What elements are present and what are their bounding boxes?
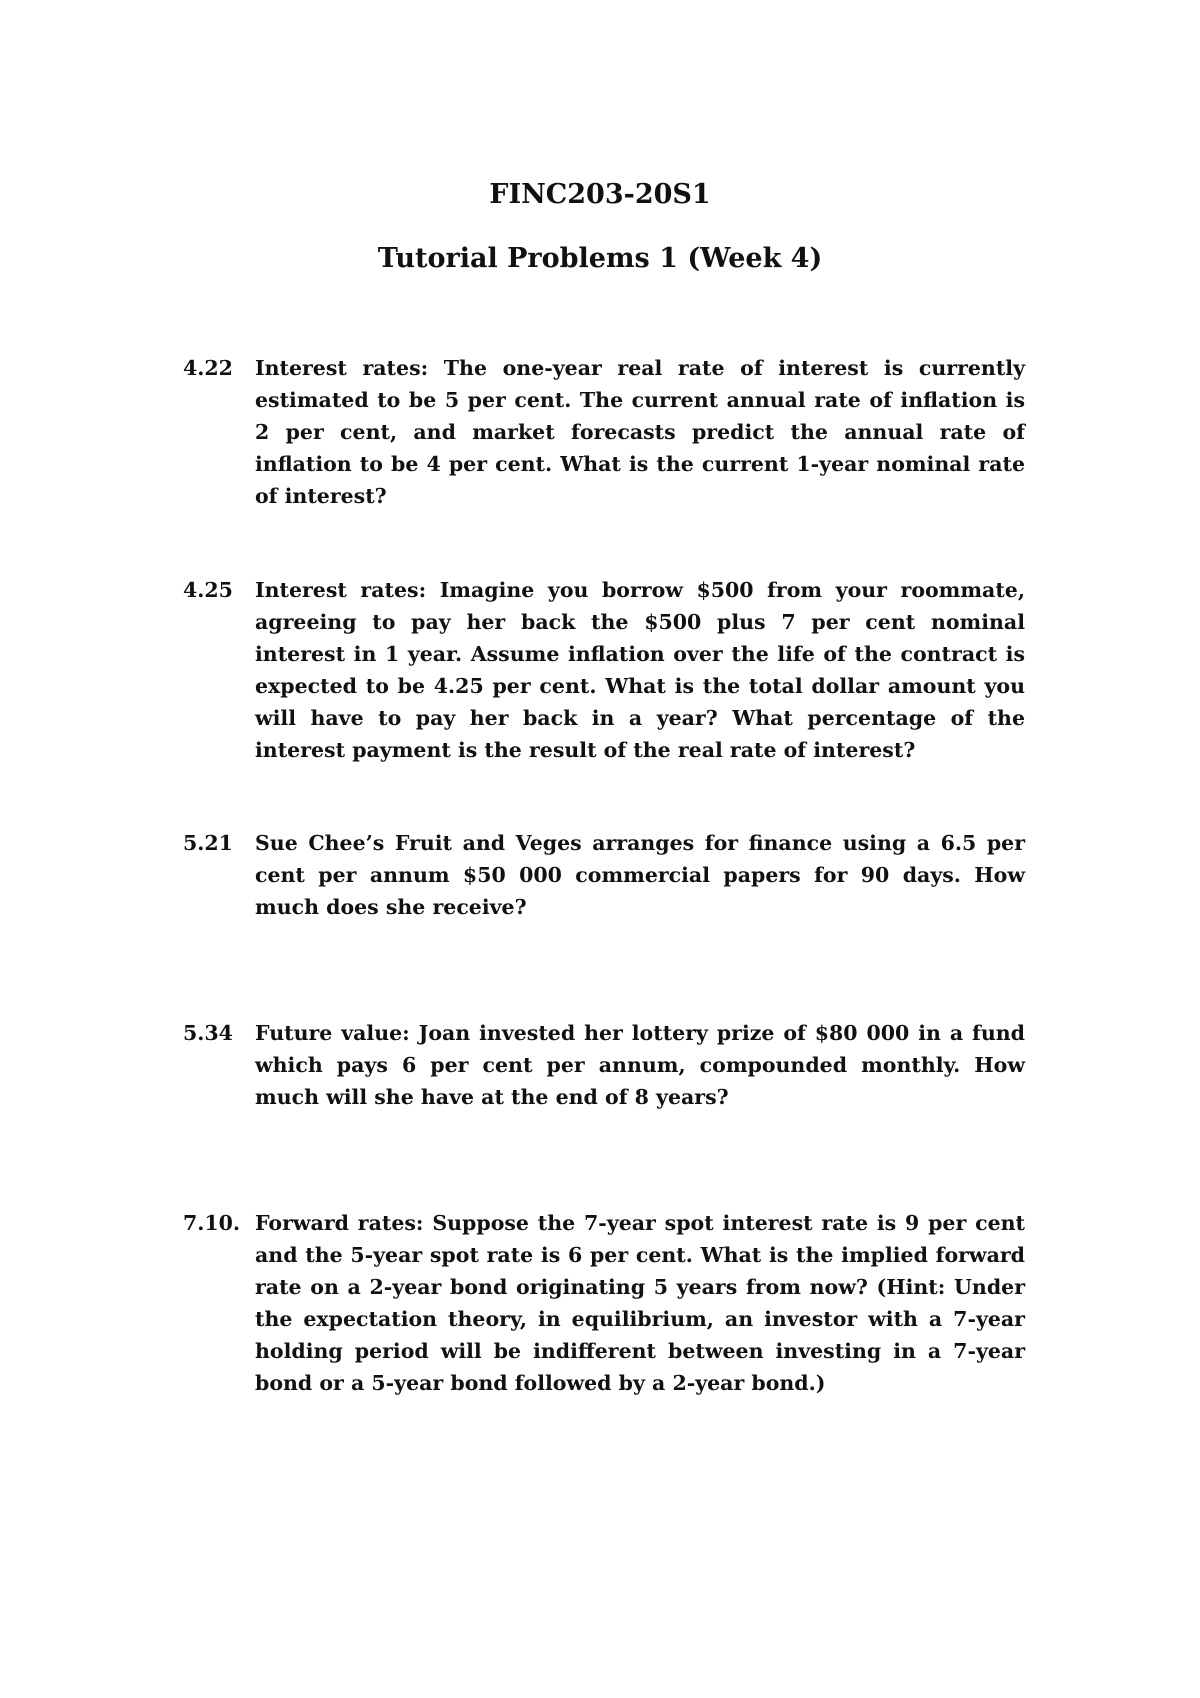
problem-number: 4.25 xyxy=(183,578,233,602)
problem-text: Sue Chee’s Fruit and Veges arranges for finance using a 6.5 per cent per annum $50 000 commercial papers for 90 days. How much does she receive? xyxy=(255,831,1025,919)
problem-item xyxy=(183,1017,1025,1113)
problem-item xyxy=(183,352,1025,512)
problem-text: Future value: Joan invested her lottery prize of $80 000 in a fund which pays 6 per cent per annum, compounded monthly. How much will she have at the end of 8 years? xyxy=(255,1021,1025,1109)
problem-number: 5.34 xyxy=(183,1021,233,1045)
course-code: FINC203-20S1 xyxy=(489,179,711,210)
problem-text: Interest rates: Imagine you borrow $500 from your roommate, agreeing to pay her back the $500 plus 7 per cent nominal interest in 1 year. Assume inflation over the life of the contract is expected to be 4.25 per cent. What is the total dollar amount you will have to pay her back in a year? What percentage of the interest payment is the result of the real rate of interest? xyxy=(255,578,1025,762)
problem-number: 4.22 xyxy=(183,356,233,380)
problem-text: Forward rates: Suppose the 7-year spot interest rate is 9 per cent and the 5-year spot rate is 6 per cent. What is the implied forward rate on a 2-year bond originating 5 years from now? (Hint: Under the expectation theory, in equilibrium, an investor with a 7-year holding period will be indifferent between investing in a 7-year bond or a 5-year bond followed by a 2-year bond.) xyxy=(255,1211,1025,1395)
problem-number: 5.21 xyxy=(183,831,233,855)
page-title: Tutorial Problems 1 (Week 4) xyxy=(377,243,823,274)
problem-item xyxy=(183,827,1025,923)
problem-text: Interest rates: The one-year real rate of interest is currently estimated to be 5 per cent. The current annual rate of inflation is 2 per cent, and market forecasts predict the annual rate of inflation to be 4 per cent. What is the current 1-year nominal rate of interest? xyxy=(255,356,1025,508)
problem-number: 7.10. xyxy=(183,1211,241,1235)
problem-item xyxy=(183,574,1025,766)
problem-item xyxy=(183,1207,1025,1399)
